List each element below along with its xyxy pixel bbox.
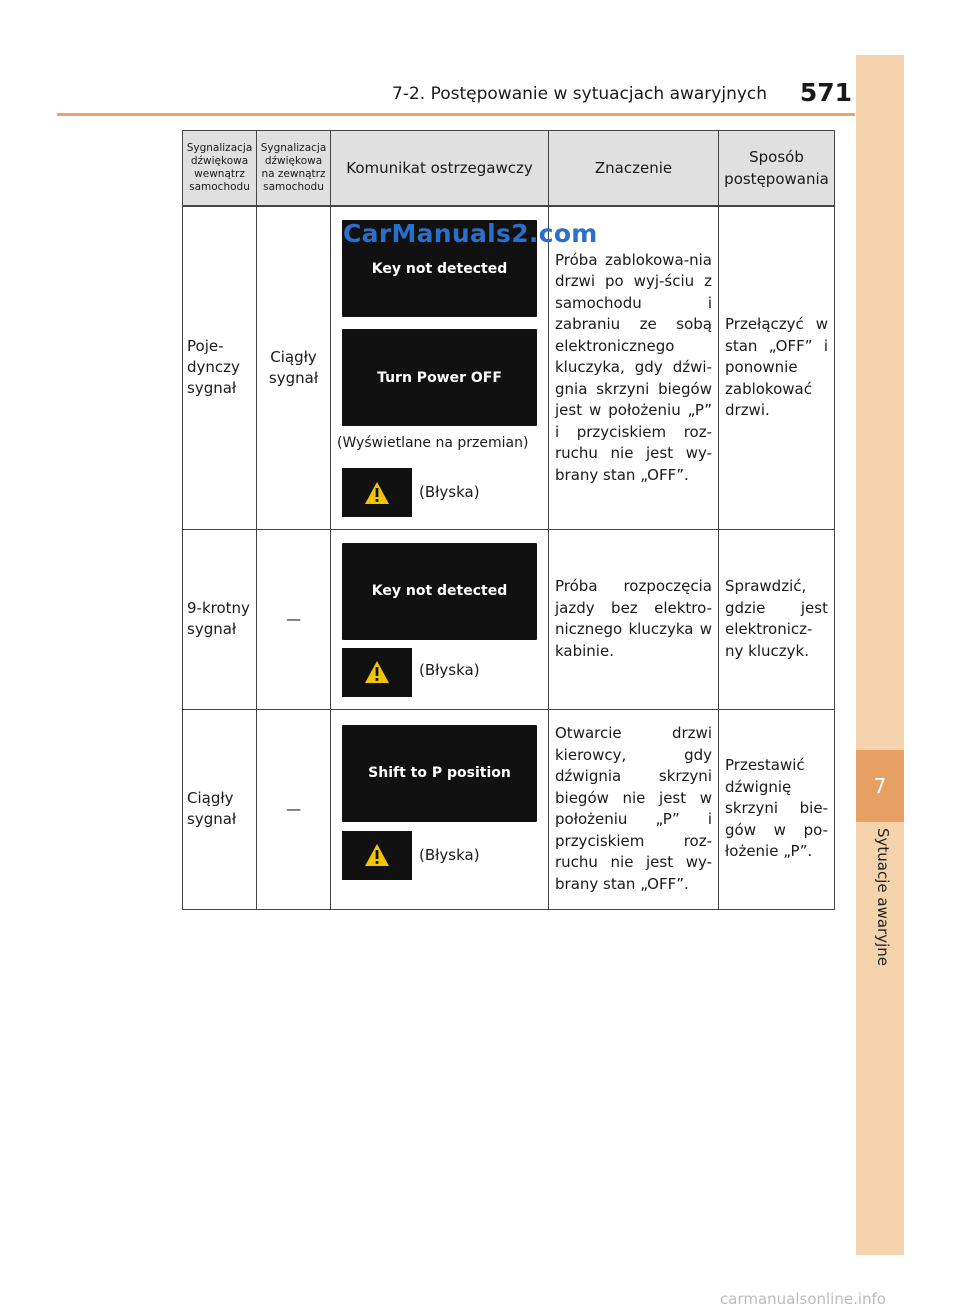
flash-note: (Błyska)	[419, 483, 480, 501]
column-header-internal: Sygnalizacja dźwiękowa wewnątrz samochodu	[183, 131, 257, 207]
display-screen: Key not detected	[342, 543, 537, 640]
chapter-label: Sytuacje awaryjne	[874, 828, 892, 966]
table-header-row	[183, 131, 835, 207]
chapter-number: 7	[873, 774, 887, 798]
message-cell	[331, 206, 549, 529]
display-screen: Key not detected	[342, 220, 537, 317]
chapter-side-tab	[856, 55, 904, 1255]
warning-icon	[342, 648, 412, 697]
external-buzzer-cell: —	[257, 529, 331, 709]
flash-note: (Błyska)	[419, 660, 480, 679]
internal-buzzer-cell: Ciągły sygnał	[183, 709, 257, 909]
page-number: 571	[799, 78, 852, 107]
message-cell	[331, 529, 549, 709]
action-cell: Sprawdzić, gdzie jest elektronicz-ny kluczyk.	[719, 529, 835, 709]
meaning-cell: Próba rozpoczęcia jazdy bez elektro-nicznego kluczyka w kabinie.	[549, 529, 719, 709]
warning-icon	[342, 831, 412, 880]
internal-buzzer-cell: 9-krotny sygnał	[183, 529, 257, 709]
column-header-action: Sposób postępowania	[719, 131, 835, 207]
column-header-meaning: Znaczenie	[549, 131, 719, 207]
action-cell: Przestawić dźwignię skrzyni bie-gów w po-łożenie „P”.	[719, 709, 835, 909]
table-row	[183, 206, 835, 529]
column-header-external: Sygnalizacja dźwiękowa na zewnątrz samochodu	[257, 131, 331, 207]
flash-note: (Błyska)	[419, 845, 480, 864]
external-buzzer-cell: Ciągły sygnał	[257, 206, 331, 529]
internal-buzzer-cell: Poje-dynczy sygnał	[183, 206, 257, 529]
table-row	[183, 709, 835, 909]
action-cell: Przełączyć w stan „OFF” i ponownie zablokować drzwi.	[719, 206, 835, 529]
column-header-message: Komunikat ostrzegawczy	[331, 131, 549, 207]
alternating-note: (Wyświetlane na przemian)	[337, 435, 529, 451]
display-screen: Turn Power OFF	[342, 329, 537, 426]
external-buzzer-cell: —	[257, 709, 331, 909]
footer-watermark: carmanualsonline.info	[720, 1290, 886, 1308]
message-cell	[331, 709, 549, 909]
meaning-cell: Otwarcie drzwi kierowcy, gdy dźwignia skrzyni biegów nie jest w położeniu „P” i przyciskiem roz-ruchu nie jest wy-brany stan „OFF”.	[549, 709, 719, 909]
chapter-number-box	[856, 750, 904, 822]
section-title: 7-2. Postępowanie w sytuacjach awaryjnych	[392, 84, 768, 104]
display-screen: Shift to P position	[342, 725, 537, 822]
warning-icon	[342, 468, 412, 517]
site-watermark: CarManuals2.com	[343, 219, 598, 248]
header-rule	[57, 113, 855, 116]
table-row	[183, 529, 835, 709]
meaning-cell: Próba zablokowa-nia drzwi po wyj-ściu z samochodu i zabraniu ze sobą elektronicznego kluczyka, gdy dźwi-gnia skrzyni biegów jest w położeniu „P” i przyciskiem roz-ruchu nie jest wy-brany stan „OFF”.	[549, 206, 719, 529]
